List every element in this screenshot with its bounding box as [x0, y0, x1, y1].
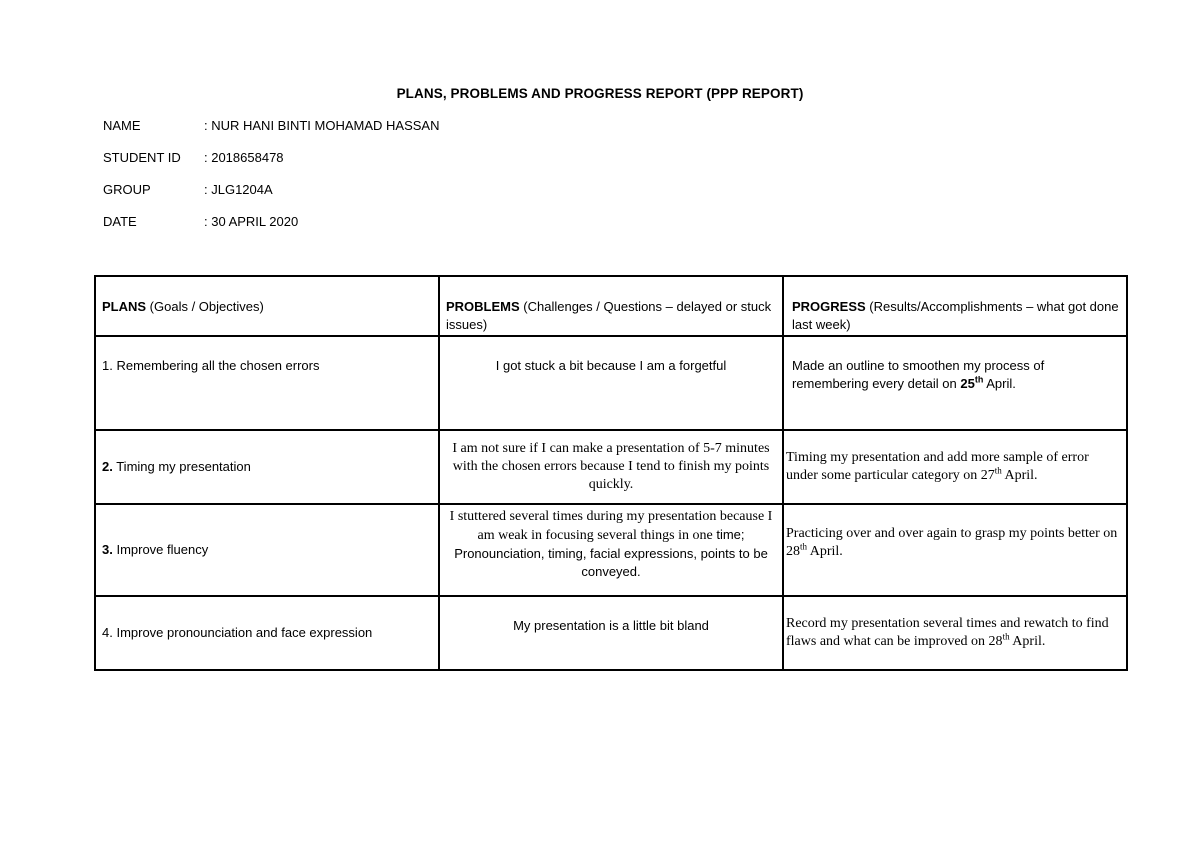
plan-number: 3.	[102, 542, 113, 557]
plan-text: Improve pronounciation and face expression	[112, 625, 373, 640]
plan-number: 2.	[102, 459, 113, 474]
plan-number: 4.	[102, 625, 113, 640]
problem-text: My presentation is a little bit bland	[513, 618, 709, 633]
problem-cell	[439, 596, 783, 670]
progress-text-end: April.	[983, 376, 1016, 391]
progress-cell	[783, 336, 1127, 430]
problem-text-cont: time; Pronounciation, timing, facial expressions, points to be conveyed.	[454, 527, 768, 579]
header-plans-rest: (Goals / Objectives)	[146, 299, 264, 314]
progress-text-end: April.	[1001, 468, 1038, 483]
table-row	[95, 430, 1127, 504]
plan-text: Timing my presentation	[112, 459, 251, 474]
info-value: : NUR HANI BINTI MOHAMAD HASSAN	[204, 118, 440, 133]
progress-suffix: th	[974, 374, 984, 385]
problem-text: I got stuck a bit because I am a forgetful	[495, 358, 727, 373]
info-label: DATE	[103, 214, 137, 229]
header-progress-bold: PROGRESS	[792, 299, 866, 314]
report-title: PLANS, PROBLEMS AND PROGRESS REPORT (PPP REPORT)	[396, 86, 804, 101]
progress-cell	[783, 430, 1127, 504]
problem-cell	[439, 504, 783, 596]
progress-cell	[783, 504, 1127, 596]
plan-number: 1.	[102, 358, 113, 373]
plan-cell	[95, 596, 439, 670]
progress-text: Timing my presentation and add more sample of error under some particular category on 27	[786, 450, 1089, 483]
plan-text: Improve fluency	[112, 542, 209, 557]
progress-text: Record my presentation several times and rewatch to find flaws and what can be improved on 28	[786, 616, 1109, 649]
header-problems	[439, 276, 783, 336]
info-label: GROUP	[103, 182, 151, 197]
table-row	[95, 504, 1127, 596]
table-row	[95, 336, 1127, 430]
header-plans-bold: PLANS	[102, 299, 147, 314]
progress-date: 25	[960, 376, 975, 391]
info-label: STUDENT ID	[103, 150, 181, 165]
header-progress	[783, 276, 1127, 336]
problem-cell	[439, 336, 783, 430]
info-value: : JLG1204A	[204, 182, 273, 197]
progress-suffix: th	[994, 465, 1002, 476]
plan-cell	[95, 504, 439, 596]
progress-text-end: April.	[807, 544, 843, 559]
progress-text: Made an outline to smoothen my process of remembering every detail on	[792, 358, 1045, 391]
problem-text: I stuttered several times during my presentation because I am weak in focusing several things in one	[449, 509, 773, 543]
ppp-table	[94, 275, 1128, 671]
plan-cell	[95, 336, 439, 430]
progress-suffix: th	[800, 541, 808, 552]
problem-text: I am not sure if I can make a presentation of 5-7 minutes with the chosen errors because I tend to finish my points quickly.	[452, 441, 770, 492]
info-label: NAME	[103, 118, 141, 133]
problem-cell	[439, 430, 783, 504]
info-value: : 30 APRIL 2020	[204, 214, 299, 229]
table-header-row	[95, 276, 1127, 336]
plan-cell	[95, 430, 439, 504]
plan-text: Remembering all the chosen errors	[112, 358, 320, 373]
progress-suffix: th	[1002, 631, 1010, 642]
header-plans	[95, 276, 439, 336]
header-progress-rest: (Results/Accomplishments – what got done last week)	[792, 299, 1119, 332]
header-problems-bold: PROBLEMS	[446, 299, 520, 314]
header-problems-rest: (Challenges / Questions – delayed or stuck issues)	[446, 299, 772, 332]
table-row	[95, 596, 1127, 670]
info-value: : 2018658478	[204, 150, 284, 165]
progress-cell	[783, 596, 1127, 670]
progress-text: Practicing over and over again to grasp my points better on 28	[786, 526, 1118, 559]
progress-text-end: April.	[1009, 634, 1046, 649]
